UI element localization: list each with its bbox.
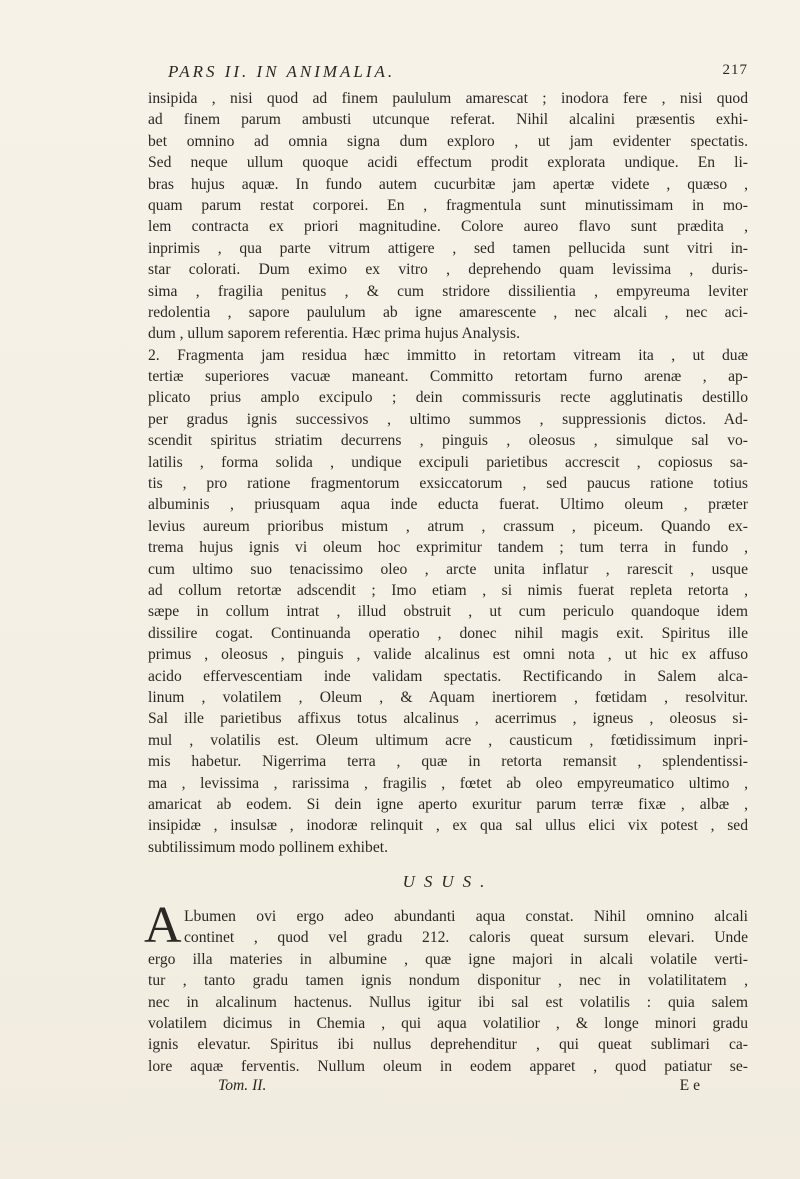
text-line: dissilire cogat. Continuanda operatio , donec nihil magis exit. Spiritus ille — [148, 624, 748, 642]
paragraph-1 — [148, 88, 748, 345]
signature-mark: E e — [679, 1077, 700, 1095]
text-line: acido effervescentiam inde validam spectatis. Rectificando in Salem alca- — [148, 667, 748, 685]
text-line: subtilissimum modo pollinem exhibet. — [148, 838, 388, 856]
text-line: Lbumen ovi ergo adeo abundanti aqua constat. Nihil omnino alcali — [184, 908, 748, 926]
text-line: amaricat ab eodem. Si dein igne aperto exuritur parum terræ fixæ , albæ , — [148, 795, 748, 813]
text-line: inprimis , qua parte vitrum attigere , sed tamen pellucida sunt vitri in- — [148, 239, 748, 257]
paragraph-2 — [148, 345, 748, 858]
section-title-usus: USUS. — [402, 872, 494, 892]
text-line: primus , oleosus , pinguis , valide alcalinus est omni nota , ut hic ex affuso — [148, 646, 748, 664]
text-line: lore aquæ ferventis. Nullum oleum in eodem apparet , quod patiatur se- — [148, 1057, 748, 1075]
text-line: dum , ullum saporem referentia. Hæc prima hujus Analysis. — [148, 325, 521, 343]
text-line: volatilem dicimus in Chemia , qui aqua volatilior , & longe minori gradu — [148, 1015, 748, 1033]
text-line: plicato prius amplo excipulo ; dein commissuris recte agglutinatis destillo — [148, 389, 748, 407]
text-line: continet , quod vel gradu 212. caloris queat sursum elevari. Unde — [184, 929, 748, 947]
text-line: star colorati. Dum eximo ex vitro , deprehendo quam levissima , duris- — [148, 261, 748, 279]
page-footer — [148, 1077, 748, 1099]
text-line: tur , tanto gradu tamen ignis nondum disponitur , nec in volatilitatem , — [148, 972, 748, 990]
drop-cap: A — [144, 897, 182, 955]
text-line: insipidæ , insulsæ , inodoræ relinquit , ex qua sal ullus elici vix potest , sed — [148, 817, 748, 835]
volume-label: Tom. II. — [218, 1077, 267, 1095]
text-line: Sal ille parietibus affixus totus alcalinus , acerrimus , igneus , oleosus si- — [148, 710, 748, 728]
text-line: levius aureum prioribus mistum , atrum , crassum , piceum. Quando ex- — [148, 517, 748, 535]
text-line: cum ultimo suo tenacissimo oleo , arcte unita inflatur , rarescit , usque — [148, 560, 748, 578]
text-line: 2. Fragmenta jam residua hæc immitto in retortam vitream ita , ut duæ — [148, 346, 748, 364]
text-line: ignis elevatur. Spiritus ibi nullus deprehenditur , qui queat sublimari ca- — [148, 1036, 748, 1054]
text-line: quam parum restat corporei. En , fragmentula sunt minutissimam in mo- — [148, 196, 748, 214]
usus-paragraph — [144, 897, 748, 1077]
text-line: ergo illa materies in albumine , quæ igne majori in alcali volatile verti- — [148, 950, 748, 968]
text-line: bras hujus aquæ. In fundo autem cucurbitæ jam apertæ videte , quæso , — [148, 175, 748, 193]
text-line: ad collum retortæ adscendit ; Imo etiam , si nimis fuerat repleta retorta , — [148, 581, 748, 599]
text-line: mis habetur. Nigerrima terra , quæ in retorta remansit , splendentissi- — [148, 753, 748, 771]
text-line: tertiæ superiores vacuæ maneant. Committo retortam furno arenæ , ap- — [148, 368, 748, 386]
text-line: redolentia , sapore paululum ab igne amarescente , nec alcali , nec aci- — [148, 303, 748, 321]
text-line: ma , levissima , rarissima , fragilis , fœtet ab oleo empyreumatico ultimo , — [148, 774, 748, 792]
running-head: PARS II. IN ANIMALIA. — [168, 62, 396, 81]
text-line: ad finem parum ambusti utcunque referat. Nihil alcalini præsentis exhi- — [148, 111, 748, 129]
text-line: albuminis , priusquam aqua inde educta fuerat. Ultimo oleum , præter — [148, 496, 748, 514]
text-line: insipida , nisi quod ad finem paululum amarescat ; inodora fere , nisi quod — [148, 90, 748, 107]
text-line: nec in alcalinum hactenus. Nullus igitur ibi sal est volatilis : quia salem — [148, 993, 748, 1011]
text-line: trema hujus ignis vi oleum hoc exprimitur tandem ; tum terra in fundo , — [148, 539, 748, 557]
text-line: Sed neque ullum quoque acidi effectum prodit explorata undique. En li- — [148, 154, 748, 172]
page-content — [144, 62, 748, 1099]
text-line: latilis , forma solida , undique excipuli parietibus accrescit , copiosus sa- — [148, 453, 748, 471]
page-header — [148, 62, 748, 88]
text-line: tis , pro ratione fragmentorum exsiccatorum , sed paucus ratione totius — [148, 475, 748, 493]
text-line: linum , volatilem , Oleum , & Aquam inertiorem , fœtidam , resolvitur. — [148, 688, 748, 706]
text-line: bet omnino ad omnia signa dum exploro , ut jam evidenter spectatis. — [148, 132, 748, 150]
text-line: lem contracta ex priori magnitudine. Colore aureo flavo sunt prædita , — [148, 218, 748, 236]
text-line: per gradus ignis successivos , ultimo summos , suppressionis dictos. Ad- — [148, 410, 748, 428]
text-line: sæpe in collum intrat , illud obstruit , ut cum periculo quandoque idem — [148, 603, 748, 621]
page-number: 217 — [722, 62, 748, 78]
text-line: scendit spiritus striatim decurrens , pinguis , oleosus , simulque sal vo- — [148, 432, 748, 450]
text-line: sima , fragilia penitus , & cum stridore dissilientia , empyreuma leviter — [148, 282, 748, 300]
text-line: mul , volatilis est. Oleum ultimum acre , causticum , fœtidissimum inpri- — [148, 731, 748, 749]
